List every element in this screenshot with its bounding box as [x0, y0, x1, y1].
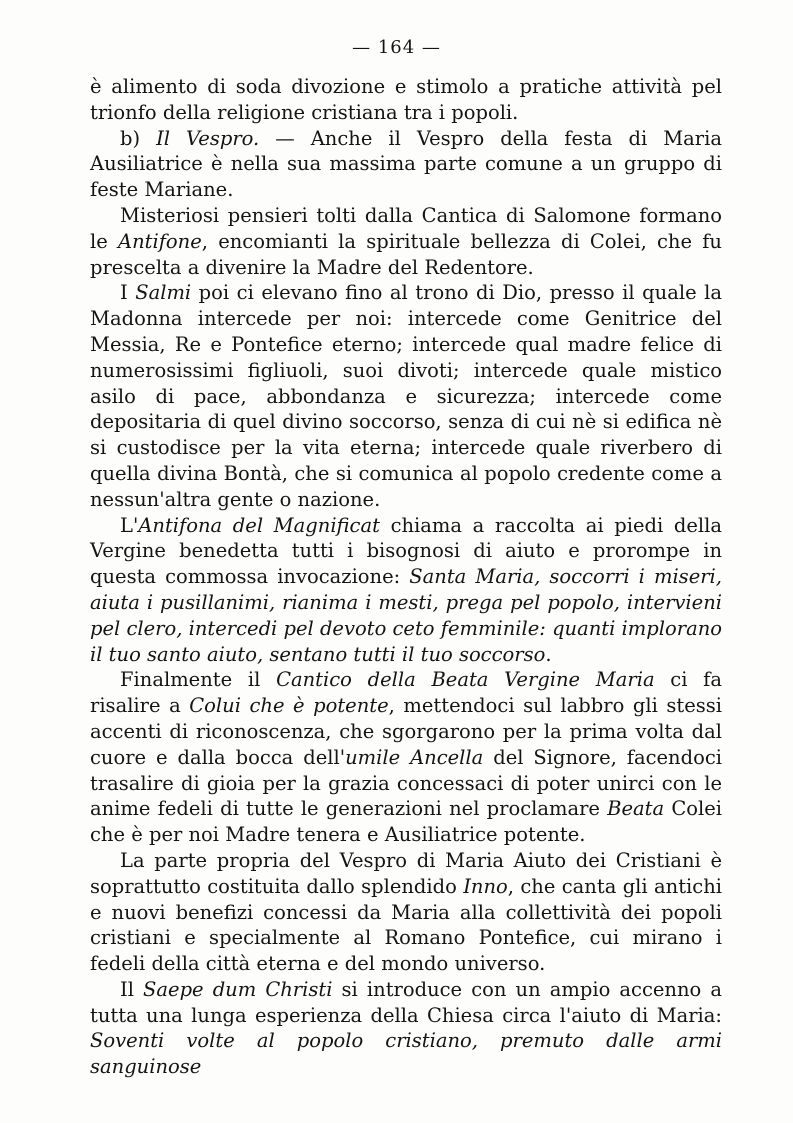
p6-em3: umile Ancella [345, 745, 484, 769]
p5-c: . [545, 642, 552, 666]
p5-em2: Santa Maria, soccorri i miseri, aiuta i pusillanimi, rianima i mesti, prega pel popolo, intervieni pel clero, intercedi pel devoto ceto femminile: quanti implorano il tuo santo aiuto, sentano tutti il tuo soccorso [90, 565, 722, 666]
p6-d: del Signore, facendoci trasalire di gioia per la grazia concessaci di poter unirci con le anime fedeli di tutte le generazioni nel proclamare [90, 745, 722, 821]
paragraph-antifone [90, 203, 722, 280]
p5-b: chiama a raccolta ai piedi della Vergine benedetta tutti i bisognosi di aiuto e prorompe in questa commossa invocazione: [90, 513, 722, 589]
p7-b: , che canta gli antichi e nuovi benefizi concessi da Maria alla collettività dei popoli cristiani e specialmente al Romano Pontefice, cui mirano i fedeli della città eterna e del mondo universo. [90, 874, 722, 976]
p6-em2: Colui che è potente [189, 694, 389, 718]
p5-em1: Antifona del Magnificat [138, 513, 380, 537]
p4-a: I [120, 281, 136, 305]
paragraph-cantico [90, 667, 722, 848]
p3-b: , encomianti la spirituale bellezza di Colei, che fu prescelta a divenire la Madre del Redentore. [90, 229, 722, 279]
page-number: — 164 — [352, 37, 441, 58]
p4-em: Salmi [135, 281, 192, 305]
p8-b: si introduce con un ampio accenno a tutta una lunga esperienza della Chiesa circa l'aiuto di Maria: [90, 977, 723, 1027]
p2-label: b) [120, 126, 157, 150]
p8-a: Il [120, 977, 144, 1001]
p6-a: Finalmente il [120, 668, 277, 692]
p6-c: , mettendoci sul labbro gli stessi accenti di riconoscenza, che sgorgarono per la prima volta dal cuore e dalla bocca dell' [90, 694, 722, 769]
p7-a: La parte propria del Vespro di Maria Aiuto dei Cristiani è soprattutto costituita dallo splendido [90, 848, 722, 898]
p2-text: — Anche il Vespro della festa di Maria Ausiliatrice è nella sua massima parte comune a un gruppo di feste Mariane. [90, 126, 722, 202]
p3-em: Antifone [118, 229, 202, 253]
p8-em2: Soventi volte al popolo cristiano, premuto dalle armi sanguinose [90, 1029, 722, 1079]
paragraph-saepe [90, 977, 722, 1080]
paragraph-inno [90, 848, 722, 977]
p6-e: Colei che è per noi Madre tenera e Ausiliatrice potente. [90, 797, 722, 847]
paragraph-salmi [90, 280, 722, 512]
p6-em4: Beata [607, 797, 665, 821]
page-body [90, 74, 722, 1080]
p8-em1: Saepe dum Christi [143, 977, 333, 1001]
p6-b: ci fa risalire a [90, 668, 722, 718]
p4-b: poi ci elevano fino al trono di Dio, presso il quale la Madonna intercede per noi: intercede come Genitrice del Messia, Re e Pontefice eterno; intercede qual madre felice di numerosissimi figliuoli, suoi divoti; intercede quale mistico asilo di pace, abbondanza e sicurezza; intercede come depositaria di quel divino soccorso, senza di cui nè si edifica nè si custodisce per la vita eterna; intercede quale riverbero di quella divina Bontà, che si comunica al popolo credente come a nessun'altra gente o nazione. [90, 281, 722, 511]
paragraph-1 [90, 74, 722, 126]
p1-text: è alimento di soda divozione e stimolo a pratiche attività pel trionfo della religione cristiana tra i popoli. [90, 75, 722, 124]
p6-em1: Cantico della Beata Vergine Maria [276, 668, 655, 692]
p2-title: Il Vespro. [156, 126, 260, 150]
p3-a: Misteriosi pensieri tolti dalla Cantica di Salomone formano le [90, 203, 722, 253]
p5-a: L' [120, 513, 139, 537]
p7-em: Inno [463, 874, 508, 898]
paragraph-magnificat-antifona [90, 513, 722, 668]
paragraph-vespro [90, 126, 722, 203]
